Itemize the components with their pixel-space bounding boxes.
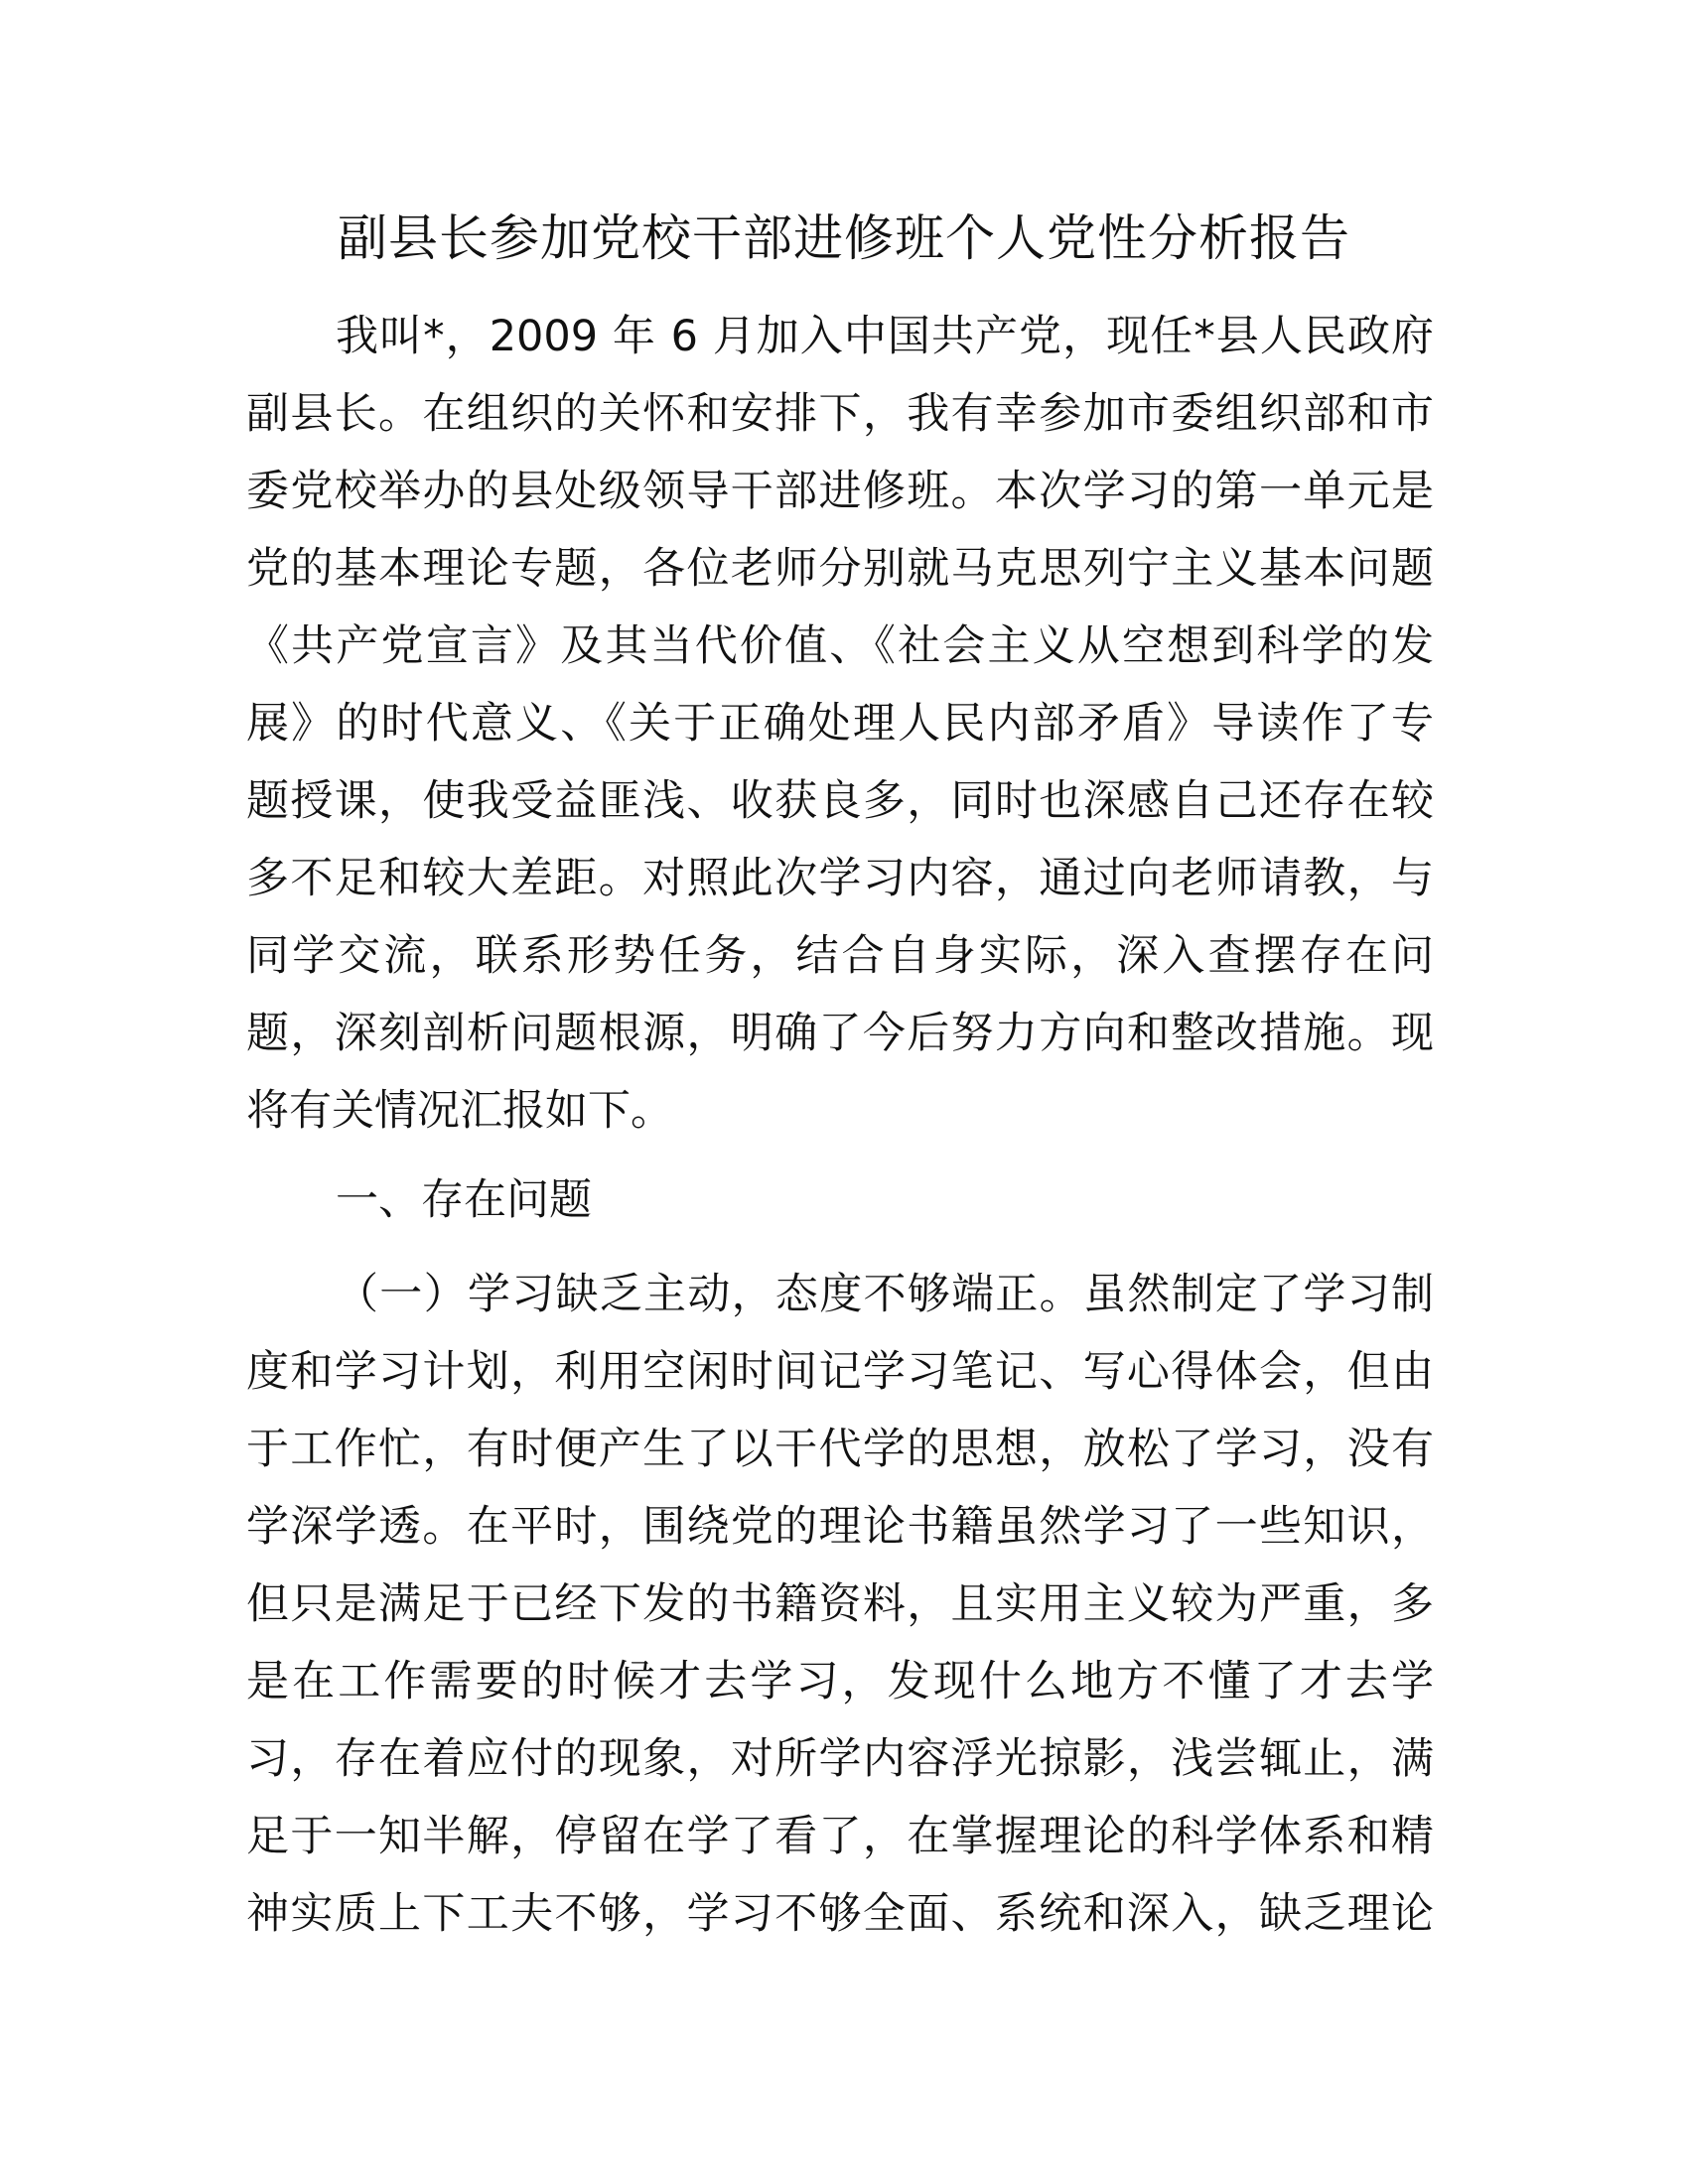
- text-line: 足于一知半解，停留在学了看了，在掌握理论的科学体系和精: [246, 1812, 1434, 1861]
- text-line: 题授课，使我受益匪浅、收获良多，同时也深感自己还存在较: [246, 776, 1434, 826]
- section-heading: [246, 1161, 1434, 1239]
- text-line: 学深学透。在平时，围绕党的理论书籍虽然学习了一些知识，: [246, 1502, 1434, 1552]
- text-line: 党的基本理论专题，各位老师分别就马克思列宁主义基本问题: [246, 544, 1434, 594]
- text-line: 度和学习计划，利用空闲时间记学习笔记、写心得体会，但由: [246, 1347, 1434, 1397]
- text-line: 展》的时代意义、《关于正确处理人民内部矛盾》导读作了专: [246, 699, 1434, 749]
- text-line: 是在工作需要的时候才去学习，发现什么地方不懂了才去学: [246, 1657, 1434, 1706]
- intro-paragraph: [246, 298, 1434, 1150]
- text-line: 多不足和较大差距。对照此次学习内容，通过向老师请教，与: [246, 854, 1434, 903]
- document-title: 副县长参加党校干部进修班个人党性分析报告: [338, 209, 1350, 267]
- section-heading-text: 一、存在问题: [336, 1175, 592, 1225]
- text-line: 于工作忙，有时便产生了以干代学的思想，放松了学习，没有: [246, 1425, 1434, 1474]
- text-line: 神实质上下工夫不够，学习不够全面、系统和深入，缺乏理论: [246, 1889, 1434, 1939]
- text-line: 我叫*，2009 年 6 月加入中国共产党，现任*县人民政府: [336, 312, 1434, 361]
- text-line: 委党校举办的县处级领导干部进修班。本次学习的第一单元是: [246, 467, 1434, 516]
- text-line: 同学交流，联系形势任务，结合自身实际，深入查摆存在问: [246, 931, 1434, 981]
- text-line: 题，深刻剖析问题根源，明确了今后努力方向和整改措施。现: [246, 1009, 1434, 1058]
- text-line: 副县长。在组织的关怀和安排下，我有幸参加市委组织部和市: [246, 389, 1434, 439]
- text-line: 将有关情况汇报如下。: [246, 1086, 673, 1136]
- text-line: 习，存在着应付的现象，对所学内容浮光掠影，浅尝辄止，满: [246, 1734, 1434, 1784]
- text-line: 《共产党宣言》及其当代价值、《社会主义从空想到科学的发: [246, 621, 1434, 671]
- text-line: （一）学习缺乏主动，态度不够端正。虽然制定了学习制: [336, 1270, 1434, 1319]
- problem-1-paragraph: [246, 1256, 1434, 1953]
- text-line: 但只是满足于已经下发的书籍资料，且实用主义较为严重，多: [246, 1579, 1434, 1629]
